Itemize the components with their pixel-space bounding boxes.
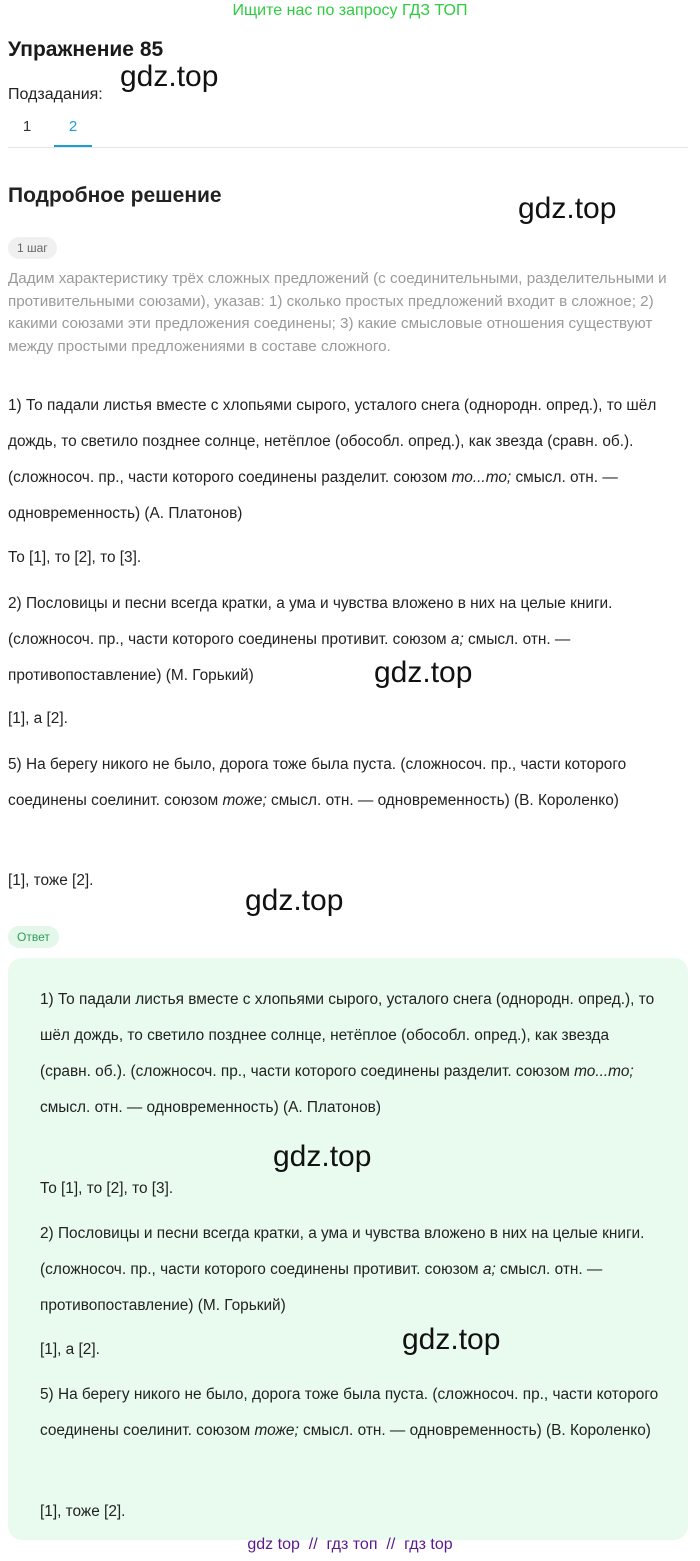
- watermark: gdz.top: [402, 1323, 501, 1356]
- answer-sentence-2: [40, 1216, 660, 1324]
- answer-scheme-1: То [1], то [2], то [3].: [40, 1180, 174, 1197]
- sentence-union: то...то;: [451, 469, 512, 486]
- watermark: gdz.top: [518, 192, 617, 225]
- answer-sentence-5: [40, 1377, 660, 1449]
- answer-badge: Ответ: [8, 926, 59, 948]
- solution-sentence-1: [8, 388, 692, 532]
- tab-subtask-1[interactable]: 1: [22, 118, 32, 135]
- sentence-text-end: смысл. отн. — противопоставление) (М. Горький): [8, 631, 571, 684]
- sentence-text: 2) Пословицы и песни всегда кратки, а ума и чувства вложено в них на целые книги. (сложносоч. пр., части которого соединены противит. союзом: [8, 595, 613, 648]
- answer-scheme-2: [1], а [2].: [40, 1341, 100, 1358]
- sentence-text-end: смысл. отн. — одновременность) (В. Короленко): [298, 1422, 651, 1439]
- watermark: gdz.top: [120, 60, 219, 93]
- sentence-text-end: смысл. отн. — противопоставление) (М. Горький): [40, 1261, 603, 1314]
- watermark: gdz.top: [374, 656, 473, 689]
- answer-scheme-5: [1], тоже [2].: [40, 1503, 126, 1520]
- sentence-text-end: смысл. отн. — одновременность) (А. Платонов): [8, 469, 618, 522]
- sentence-union: а;: [482, 1261, 496, 1278]
- top-banner[interactable]: Ищите нас по запросу ГДЗ ТОП: [232, 2, 468, 19]
- solution-scheme-2: [1], а [2].: [8, 710, 68, 727]
- sentence-text-end: смысл. отн. — одновременность) (А. Платонов): [40, 1099, 381, 1116]
- sentence-union: тоже;: [222, 792, 267, 809]
- sentence-text: 5) На берегу никого не было, дорога тоже была пуста. (сложносоч. пр., части которого соединены соелинит. союзом: [8, 756, 627, 809]
- sentence-union: а;: [450, 631, 464, 648]
- sentence-text: 5) На берегу никого не было, дорога тоже была пуста. (сложносоч. пр., части которого соединены соелинит. союзом: [40, 1386, 659, 1439]
- sentence-text: 2) Пословицы и песни всегда кратки, а ума и чувства вложено в них на целые книги. (сложносоч. пр., части которого соединены противит. союзом: [40, 1225, 645, 1278]
- sentence-text-end: смысл. отн. — одновременность) (В. Короленко): [266, 792, 619, 809]
- tab-subtask-2[interactable]: 2: [54, 118, 92, 147]
- subtasks-label: Подзадания:: [8, 86, 103, 103]
- watermark: gdz.top: [273, 1140, 372, 1173]
- sentence-text: 1) То падали листья вместе с хлопьями сырого, усталого снега (однородн. опред.), то шёл дождь, то светило позднее солнце, нетёплое (обособл. опред.), как звезда (сравн. об.). (сложносоч. пр., части которого соединены разделит. союзом: [40, 991, 655, 1080]
- solution-title: Подробное решение: [8, 184, 222, 207]
- watermark: gdz.top: [245, 884, 344, 917]
- solution-scheme-5: [1], тоже [2].: [8, 872, 94, 889]
- sentence-text: 1) То падали листья вместе с хлопьями сырого, усталого снега (однородн. опред.), то шёл дождь, то светило позднее солнце, нетёплое (обособл. опред.), как звезда (сравн. об.). (сложносоч. пр., части которого соединены разделит. союзом: [8, 397, 657, 486]
- subtasks-tabs: [8, 112, 688, 148]
- step-badge: 1 шаг: [8, 237, 57, 259]
- solution-sentence-2: [8, 586, 692, 694]
- solution-sentence-5: [8, 747, 692, 819]
- footer-links[interactable]: gdz top // гдз топ // гдз top: [247, 1536, 453, 1553]
- answer-box: [8, 958, 688, 1540]
- answer-sentence-1: [40, 982, 660, 1126]
- sentence-union: тоже;: [254, 1422, 299, 1439]
- exercise-title: Упражнение 85: [8, 38, 164, 61]
- solution-scheme-1: То [1], то [2], то [3].: [8, 549, 142, 566]
- task-intro: Дадим характеристику трёх сложных предложений (с соединительными, разделительными и противительными союзами), указав: 1) сколько простых предложений входит в сложное; 2) какими союзами эти предложения соединены; 3) какие смысловые отношения существуют между простыми предложениями в составе сложного.: [8, 270, 667, 355]
- sentence-union: то...то;: [574, 1063, 634, 1080]
